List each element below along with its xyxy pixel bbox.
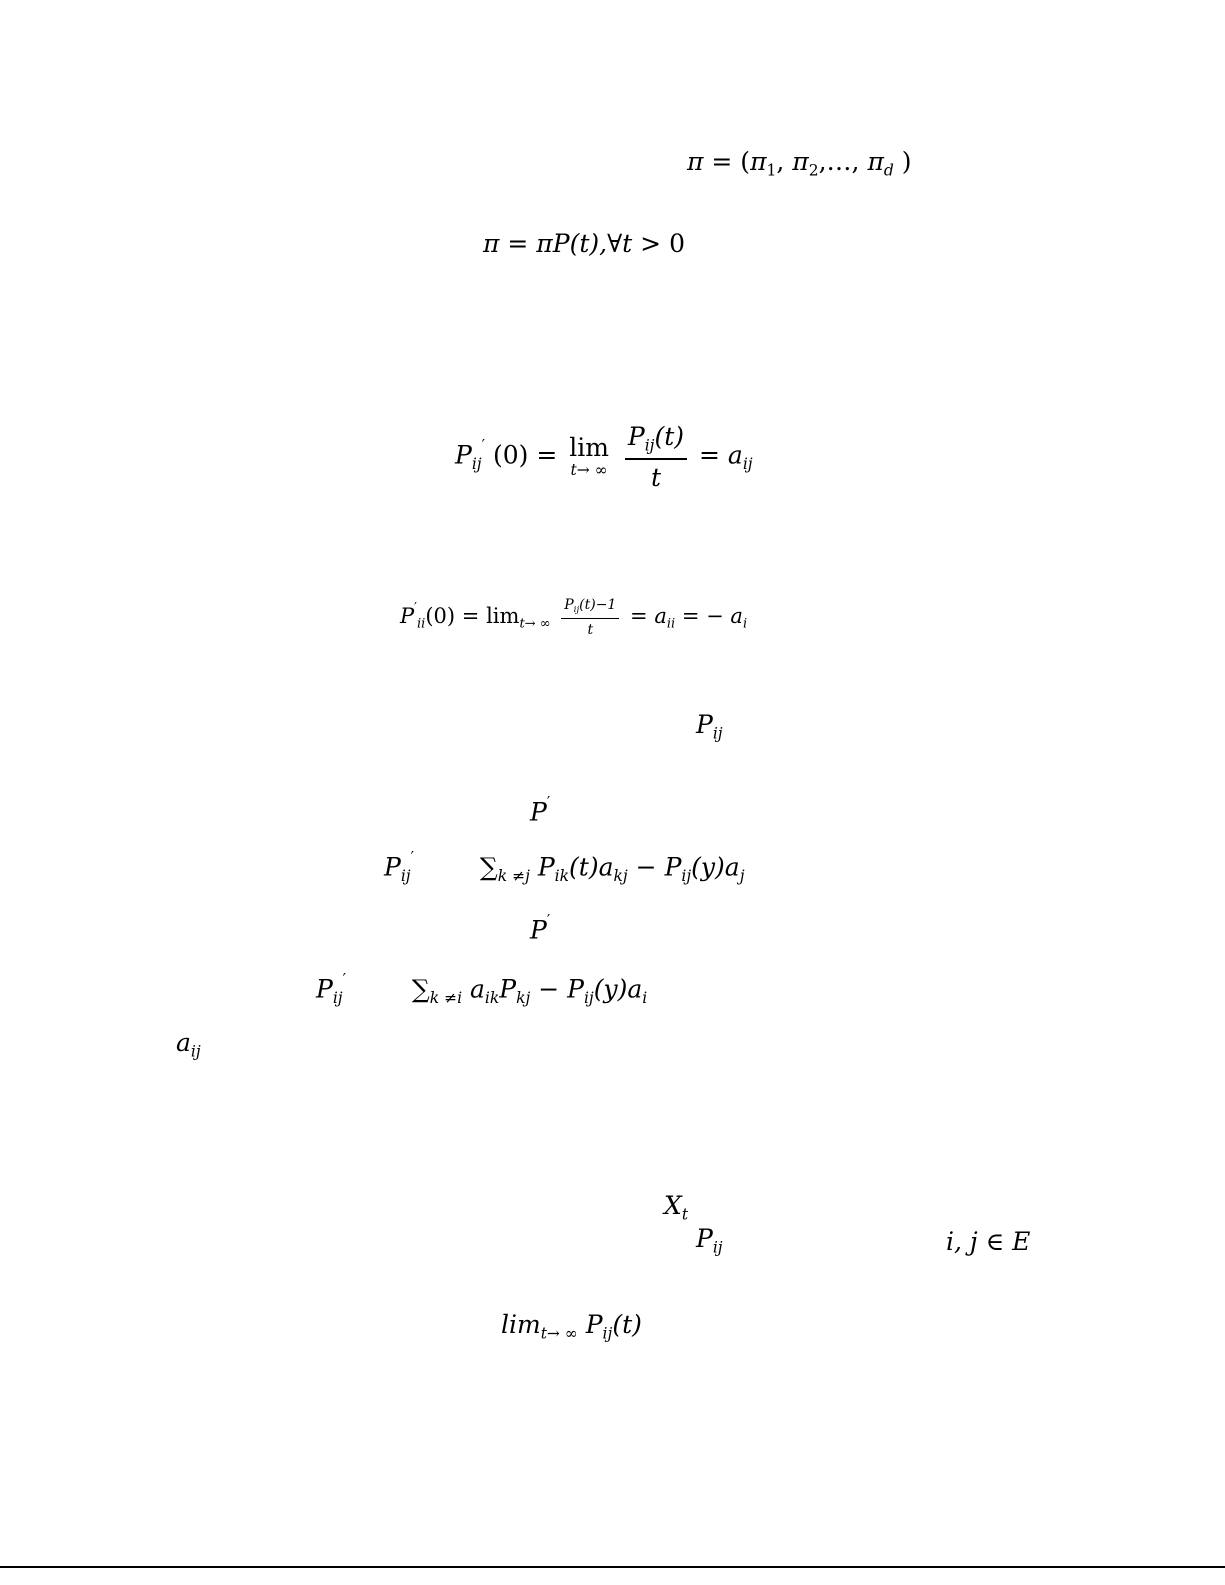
a-i-subscript: i (642, 988, 648, 1007)
equals-minus: = − (681, 603, 724, 628)
p-ik-subscript: ik (554, 866, 570, 885)
element-of: ∈ (985, 1227, 1005, 1256)
inline-a-ij (176, 1030, 201, 1060)
p-arg: (t) (612, 1310, 642, 1339)
sum-symbol: ∑ (411, 974, 430, 1004)
pi-lhs: π (483, 229, 500, 258)
equation-forward-kolmogorov (384, 850, 745, 884)
p-subscript: ij (712, 1238, 723, 1257)
ellipsis: ,…, (818, 147, 860, 176)
minus-sign: − (635, 852, 657, 882)
a-ik-subscript: ik (484, 988, 500, 1007)
a-symbol: a (176, 1028, 191, 1057)
denominator: t (650, 462, 661, 492)
p-ij-y: P (567, 974, 584, 1004)
lim-subscript: t→ ∞ (570, 461, 608, 480)
p-symbol: P (530, 797, 547, 827)
p-ik-arg: (t) (569, 852, 599, 882)
numerator-subscript: ij (644, 436, 655, 455)
inline-p-ij-2 (696, 1226, 723, 1256)
numerator (561, 598, 619, 619)
equals-sign: = (461, 603, 480, 628)
numerator-subscript: ij (573, 605, 580, 616)
numerator-arg: (t)−1 (579, 597, 617, 613)
pi-symbol: π (687, 147, 704, 176)
p-symbol: P (316, 974, 333, 1004)
prime-mark: ′ (342, 970, 346, 988)
p-ij-subscript: ij (583, 988, 594, 1007)
a-kj-subscript: kj (613, 866, 628, 885)
numerator (625, 424, 687, 460)
inline-ij-in-e (946, 1229, 1030, 1254)
p-symbol: P (384, 852, 401, 882)
p-symbol: P (696, 1224, 713, 1253)
rate-subscript: ij (742, 454, 753, 473)
footer-rule (0, 1566, 1225, 1568)
p-ij-subscript: ij (681, 866, 692, 885)
a-j-subscript: j (739, 866, 745, 885)
pi-1: π (750, 147, 767, 176)
p-kj: P (499, 974, 517, 1004)
p-ij-arg: (y) (691, 852, 725, 882)
equals-sign: = (507, 229, 529, 258)
p-ik: P (537, 852, 555, 882)
equation-backward-kolmogorov (316, 972, 647, 1006)
rate-ai-subscript: i (742, 616, 748, 632)
a-kj: a (598, 852, 614, 882)
p-subscript: ij (400, 866, 411, 885)
equals-sign-2: = (630, 603, 648, 628)
transition-matrix-symbol: P (552, 229, 570, 258)
rate-a: a (727, 440, 743, 470)
ij-indices: i, j (946, 1227, 978, 1256)
pi-d: π (867, 147, 884, 176)
inline-p-ij (696, 712, 723, 742)
inline-p-prime-2 (530, 913, 550, 943)
p-subscript: ij (712, 724, 723, 743)
equation-pi-vector: $\pi = (\pi_1$, $\pi_2,\dots$, $\pi_d$ ) (687, 147, 912, 180)
a-subscript: ij (190, 1042, 201, 1061)
lim-subscript: t→ ∞ (519, 616, 551, 632)
inline-limit (501, 1312, 642, 1342)
prime-mark: ′ (414, 599, 418, 615)
p-symbol: P (400, 603, 415, 628)
p-subscript: ij (332, 988, 343, 1007)
equation-derivative-diagonal (400, 598, 747, 637)
p-symbol: P (530, 915, 547, 945)
limit-operator (569, 435, 609, 479)
x-symbol: X (664, 1191, 682, 1220)
p-symbol: P (585, 1310, 603, 1339)
pi-rhs: π (536, 229, 553, 258)
prime-mark: ′ (546, 911, 551, 929)
minus-sign: − (538, 974, 560, 1004)
a-j: a (724, 852, 740, 882)
a-ik: a (469, 974, 485, 1004)
lim-word: lim (486, 603, 520, 628)
sum-subscript: k ≠j (497, 866, 530, 885)
p-subscript: ij (471, 454, 482, 473)
argument: (0) (492, 440, 529, 470)
p-ij-y: P (664, 852, 682, 882)
p-kj-subscript: kj (516, 988, 531, 1007)
p-ij-arg: (y) (593, 974, 628, 1004)
prime-mark: ′ (410, 848, 414, 866)
rate-subscript: ii (666, 616, 676, 632)
rate-a: a (654, 603, 667, 628)
sum-symbol: ∑ (479, 852, 498, 882)
lim-word: lim (569, 433, 609, 463)
open-paren: ( (740, 147, 751, 176)
prime-mark: ′ (481, 435, 485, 454)
p-symbol: P (696, 710, 713, 739)
pi-1-subscript: 1 (766, 161, 777, 180)
equals-sign: = (711, 147, 733, 176)
equals-sign: = (536, 440, 558, 470)
close-paren: ) (901, 147, 912, 176)
p-subscript: ij (602, 1324, 613, 1343)
x-subscript: t (681, 1205, 689, 1224)
lim-subscript: t→ ∞ (540, 1324, 578, 1343)
time-quantifier: (t),∀t (569, 229, 633, 258)
equation-derivative-offdiagonal (455, 424, 753, 490)
denominator: t (587, 621, 594, 638)
equation-stationarity (483, 231, 685, 256)
fraction (561, 598, 619, 637)
fraction (625, 424, 687, 490)
rate-ai: a (730, 603, 743, 628)
numerator-arg: (t) (654, 422, 685, 451)
zero: 0 (669, 229, 685, 258)
greater-than: > (640, 229, 662, 258)
inline-p-prime-1 (530, 795, 550, 825)
equals-sign-2: = (699, 440, 720, 470)
inline-x-t (664, 1193, 688, 1223)
pi-d-subscript: d (883, 161, 894, 180)
lim-word: lim (501, 1310, 541, 1339)
state-space-e: E (1012, 1227, 1031, 1256)
p-symbol: P (455, 440, 472, 470)
prime-mark: ′ (546, 793, 551, 811)
numerator-p: P (627, 422, 645, 451)
pi-2-subscript: 2 (808, 161, 819, 180)
p-subscript: ii (417, 616, 426, 632)
numerator-p: P (564, 597, 574, 613)
argument: (0) (425, 603, 456, 628)
a-i: a (627, 974, 643, 1004)
pi-2: π (792, 147, 809, 176)
sum-subscript: k ≠i (429, 988, 463, 1007)
